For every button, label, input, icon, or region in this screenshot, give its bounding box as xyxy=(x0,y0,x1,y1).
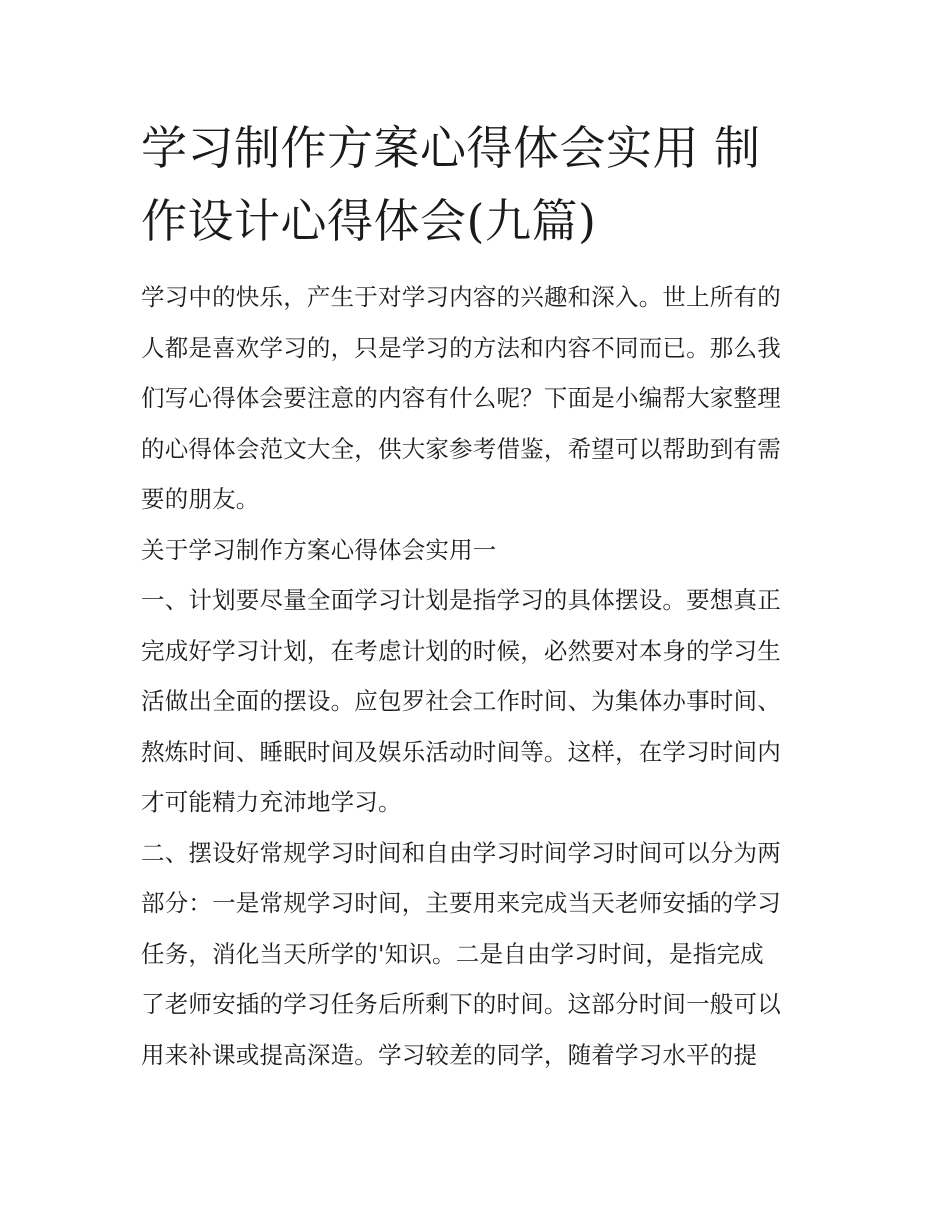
body-line: 二、摆设好常规学习时间和自由学习时间学习时间可以分为两 xyxy=(141,838,781,867)
body-line: 学习中的快乐，产生于对学习内容的兴趣和深入。世上所有的 xyxy=(141,283,781,311)
title-line: 学习制作方案心得体会实用 制 xyxy=(141,121,761,175)
body-line: 了老师安插的学习任务后所剩下的时间。这部分时间一般可以 xyxy=(141,990,781,1018)
body-line: 任务，消化当天所学的'知识。二是自由学习时间，是指完成 xyxy=(141,939,764,968)
body-line: 才可能精力充沛地学习。 xyxy=(141,788,402,816)
body-line: 一、计划要尽量全面学习计划是指学习的具体摆设。要想真正 xyxy=(141,586,781,614)
document-page xyxy=(141,112,813,1080)
body-line: 的心得体会范文大全，供大家参考借鉴，希望可以帮助到有需 xyxy=(141,434,781,463)
section-heading: 关于学习制作方案心得体会实用一 xyxy=(141,535,497,564)
document-title xyxy=(141,112,813,258)
body-line: 部分：一是常规学习时间，主要用来完成当天老师安插的学习 xyxy=(141,889,781,917)
title-line: 作设计心得体会(九篇) xyxy=(141,194,597,248)
body-line: 完成好学习计划，在考虑计划的时候，必然要对本身的学习生 xyxy=(141,636,781,665)
body-line: 活做出全面的摆设。应包罗社会工作时间、为集体办事时间、 xyxy=(141,687,781,715)
body-line: 们写心得体会要注意的内容有什么呢？下面是小编帮大家整理 xyxy=(141,384,781,412)
body-line: 用来补课或提高深造。学习较差的同学，随着学习水平的提 xyxy=(141,1040,758,1069)
body-line: 人都是喜欢学习的，只是学习的方法和内容不同而已。那么我 xyxy=(141,333,781,362)
document-body xyxy=(141,272,813,1080)
body-line: 熬炼时间、睡眠时间及娱乐活动时间等。这样，在学习时间内 xyxy=(141,737,781,766)
body-line: 要的朋友。 xyxy=(141,485,260,513)
